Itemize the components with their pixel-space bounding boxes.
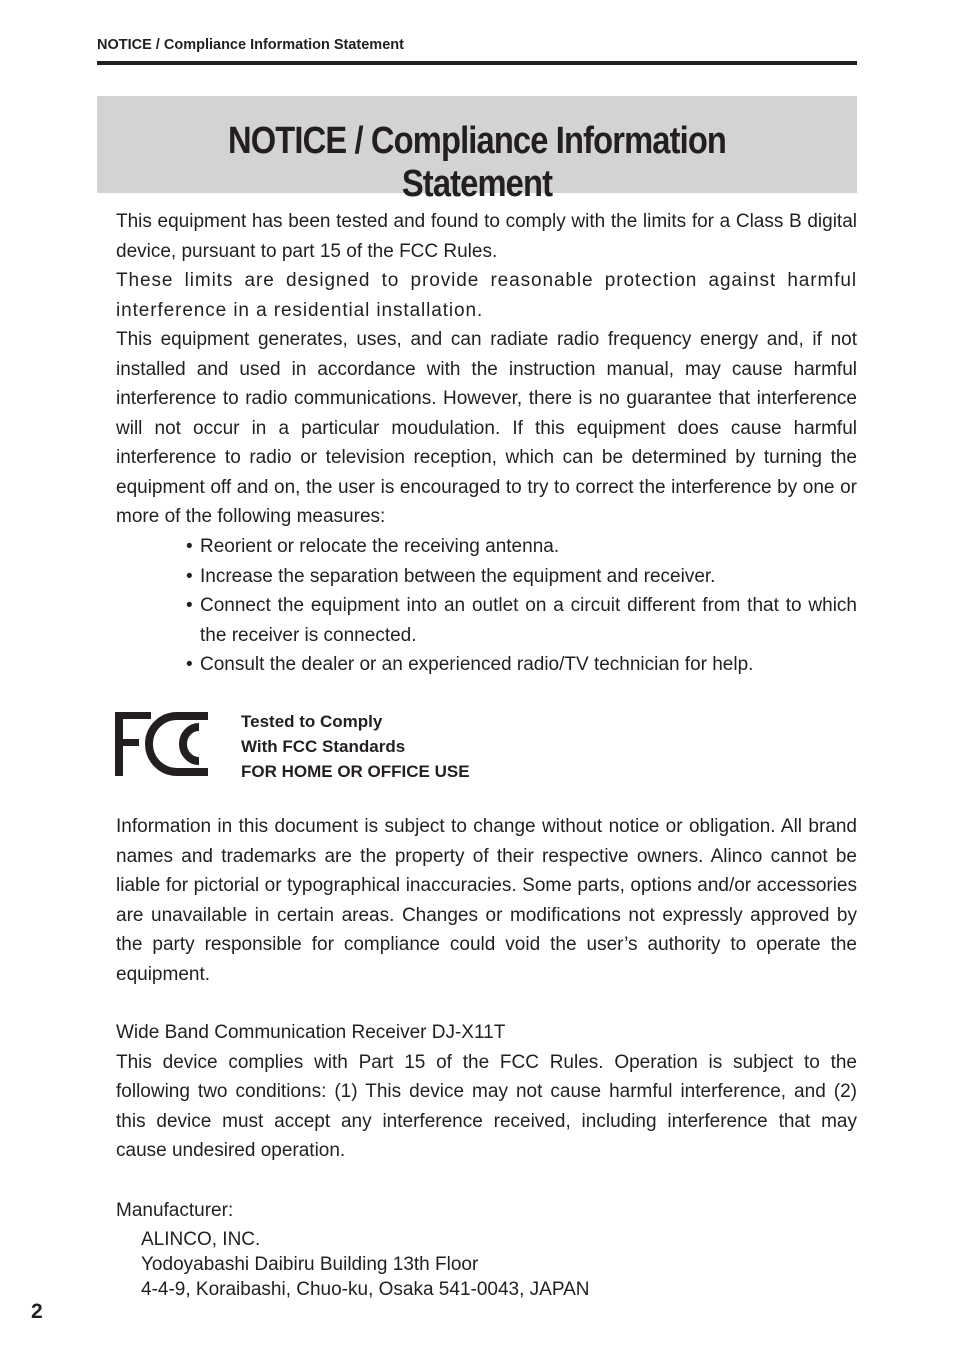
manufacturer-address [141,1227,590,1302]
list-item: • Reorient or relocate the receiving antenna. [186,532,857,562]
running-header: NOTICE / Compliance Information Statement [97,37,404,53]
device-name: Wide Band Communication Receiver DJ-X11T [116,1022,506,1043]
page-number: 2 [31,1300,43,1323]
list-item: • Consult the dealer or an experienced radio/TV technician for help. [186,650,857,680]
bullet-icon: • [186,654,193,675]
fcc-line-3: FOR HOME OR OFFICE USE [241,762,470,781]
manufacturer-label-block [116,1196,857,1226]
intro-section [116,207,857,532]
manufacturer-label: Manufacturer: [116,1200,234,1221]
measures-list [186,532,857,680]
manufacturer-building: Yodoyabashi Daibiru Building 13th Floor [141,1254,479,1275]
page-title: NOTICE / Compliance Information Statement [227,120,727,205]
bullet-icon: • [186,565,193,587]
disclaimer-section [116,812,857,989]
manufacturer-street-address: 4-4-9, Koraibashi, Chuo-ku, Osaka 541-0043, JAPAN [141,1279,590,1300]
device-statement: This device complies with Part 15 of the FCC Rules. Operation is subject to the following two conditions: (1) This device may not cause harmful interference, and (2) this device must accept any interference received, including interference that may cause undesired operation. [116,1051,857,1161]
header-divider [97,61,857,65]
list-item: • Connect the equipment into an outlet on a circuit different from that to which the receiver is connected. [186,591,857,650]
bullet-icon: • [186,595,193,616]
device-section [116,1018,857,1166]
list-item: • Increase the separation between the equipment and receiver. [186,562,857,592]
intro-paragraph-3: This equipment generates, uses, and can radiate radio frequency energy and, if not installed and used in accordance with the instruction manual, may cause harmful interference to radio communications. However, there is no guarantee that interference will not occur in a particular moudulation. If this equipment does cause harmful interference to radio or television reception, which can be determined by turning the equipment off and on, the user is encouraged to try to correct the interference by one or more of the following measures: [116,329,857,527]
intro-paragraph-1: This equipment has been tested and found to comply with the limits for a Class B digital device, pursuant to part 15 of the FCC Rules. [116,211,857,262]
disclaimer-paragraph: Information in this document is subject to change without notice or obligation. All brand names and trademarks are the property of their respective owners. Alinco cannot be liable for pictorial or typographical inaccuracies. Some parts, options and/or accessories are unavailable in certain areas. Changes or modifications not expressly approved by the party responsible for compliance could void the user’s authority to operate the equipment. [116,816,857,985]
bullet-icon: • [186,536,193,557]
fcc-logo-icon [115,712,208,776]
title-banner [97,96,857,205]
fcc-line-1: Tested to Comply [241,712,383,731]
fcc-compliance-text [241,709,470,784]
intro-paragraph-2: These limits are designed to provide reasonable protection against harmful interference in a residential installation. [116,270,857,321]
manufacturer-company: ALINCO, INC. [141,1229,261,1250]
fcc-line-2: With FCC Standards [241,737,406,756]
